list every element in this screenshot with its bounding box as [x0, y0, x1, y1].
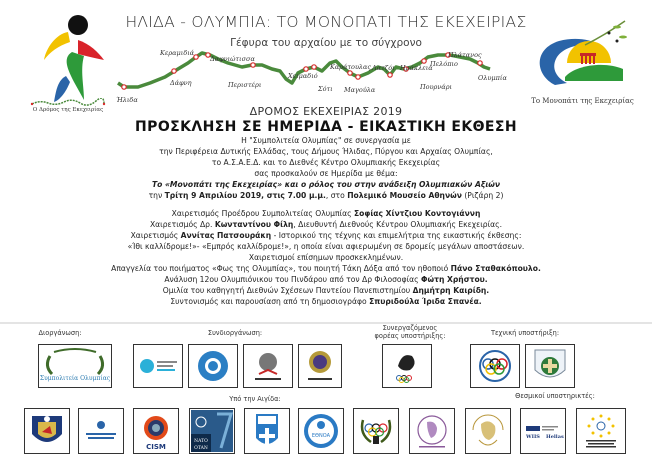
technical-label: Τεχνική υποστήριξη: — [490, 329, 560, 337]
program-line — [0, 264, 652, 275]
program-line — [0, 231, 652, 242]
auspices-logo — [244, 408, 290, 454]
route-stop-label: Κεραμιδιά — [160, 49, 195, 57]
program-text: Χαιρετισμός Δρ. — [149, 220, 215, 229]
program-text: Απαγγελία του ποιήματος «Φως της Ολυμπίας», του ποιητή Τάκη Δόξα από τον ηθοποιό — [111, 264, 451, 273]
olympic-wreath-icon — [355, 410, 397, 452]
hellenic-olympic-icon — [246, 410, 288, 452]
co-organizer-logo — [243, 344, 293, 388]
institutional-label: Θεσμικοί υποστηρικτές: — [515, 392, 595, 400]
program-text: Χαιρετισμός Προέδρου Συμπολιτείας Ολυμπίας — [171, 209, 354, 218]
intro-line: την Περιφέρεια Δυτικής Ελλάδας, τους Δήμους Ήλιδας, Πύργου και Αρχαίας Ολυμπίας, — [159, 147, 493, 156]
program-line — [0, 209, 652, 220]
program-text: , Διευθυντή Διεθνούς Κέντρου Ολυμπιακής Εκεχειρίας. — [293, 220, 503, 229]
partner-label-line: φορέας υποστήριξης: — [374, 331, 446, 340]
atlantic-european-icon — [578, 410, 624, 452]
technical-logo — [470, 344, 520, 388]
program-name: Κωνταντίνου Φίλη — [214, 220, 294, 229]
event-date: Τρίτη 9 Απριλίου 2019, στις 7.00 μ.μ. — [164, 191, 326, 200]
co-organizer-logo — [133, 344, 183, 388]
program-text: Χαιρετισμοί επίσημων προσκεκλημένων. — [248, 253, 404, 262]
temple-landscape-icon — [525, 15, 640, 95]
ministry-tourism-icon — [80, 410, 122, 452]
truce-centre-icon — [384, 346, 430, 386]
auspices-logo — [24, 408, 70, 454]
auspices-logo — [353, 408, 399, 454]
section-divider — [0, 322, 652, 324]
event-theme: Το «Μονοπάτι της Εκεχειρίας» και ο ρόλος του στην ανάδειξη Ολυμπιακών Αξιών — [151, 180, 501, 189]
coin-seal-icon — [245, 346, 291, 386]
route-stop-label: Δάφνη — [170, 79, 192, 87]
auspices-logo — [189, 408, 235, 454]
program-line — [0, 275, 652, 286]
program-name: Αννίτας Πατσουράκη — [180, 231, 272, 240]
route-stop-label: Πελόπιο — [430, 60, 458, 68]
co-organizers-label: Συνδιοργάνωση: — [207, 329, 263, 337]
event-place: Πολεμικό Μουσείο Αθηνών — [347, 191, 462, 200]
route-stop-label: Περιστέρι — [228, 81, 262, 89]
program-line — [0, 242, 652, 253]
route-stop-label: Μαγούλα — [344, 86, 376, 94]
program-name: Δημήτρη Καιρίδη. — [412, 286, 490, 295]
partner-logo — [382, 344, 432, 388]
page-title: ΗΛΙΔΑ - ΟΛΥΜΠΙΑ: ΤΟ ΜΟΝΟΠΑΤΙ ΤΗΣ ΕΚΕΧΕΙΡΙΑΣ — [125, 13, 527, 31]
technical-logo — [525, 344, 575, 388]
institutional-logo — [576, 408, 626, 454]
ancient-coin-icon — [300, 346, 340, 386]
program-line — [0, 253, 652, 264]
program-text: Ανάλυση 12ου Ολυμπιόνικου του Πινδάρου από τον Δρ Φιλοσοφίας — [164, 275, 422, 284]
svg-text:OTAN: OTAN — [194, 446, 208, 451]
when-mid: , στο — [325, 191, 348, 200]
wiis-hellas-icon — [522, 410, 564, 452]
program-text: Ομιλία του καθηγητή Διεθνών Σχέσεων Παντείου Πανεπιστημίου — [162, 286, 413, 295]
program-name: Πάνο Σταθακόπουλο. — [450, 264, 541, 273]
auspices-label: Υπό την Αιγίδα: — [229, 395, 281, 403]
partner-label-line: Συνεργαζόμενος — [382, 324, 438, 332]
university-head-icon — [411, 410, 453, 452]
military-sports-icon — [472, 346, 518, 386]
auspices-logo — [133, 408, 179, 454]
route-stop-label: Πλάτανος — [448, 51, 482, 59]
svg-text:Hellas: Hellas — [546, 434, 564, 440]
program-name: Σοφίας Χίντζιου Κοντογιάννη — [353, 209, 481, 218]
organizer-logo — [38, 344, 112, 388]
when-suffix: (Ριζάρη 2) — [461, 191, 504, 200]
event-title: ΠΡΟΣΚΛΗΣΗ ΣΕ ΗΜΕΡΙΔΑ - ΕΙΚΑΣΤΙΚΗ ΕΚΘΕΣΗ — [135, 119, 517, 135]
olive-wreath-icon — [40, 346, 110, 386]
auspices-logo — [78, 408, 124, 454]
route-stop-label: Καράτουλας — [330, 63, 372, 71]
trail-of-truce-logo — [525, 15, 640, 110]
program-name: Φώτη Χρήστου. — [421, 275, 488, 284]
route-stop-label: Πουρνάρι — [420, 83, 453, 91]
ethnoa-icon — [300, 410, 342, 452]
military-shield-icon — [26, 410, 68, 452]
nato-icon — [191, 410, 233, 452]
right-logo-caption: Το Μονοπάτι της Εκεχειρίας — [531, 97, 634, 105]
co-organizer-logo — [298, 344, 342, 388]
region-logo-icon — [135, 346, 181, 386]
svg-text:NATO: NATO — [194, 439, 208, 444]
svg-text:ΕΘΝΟΑ: ΕΘΝΟΑ — [311, 433, 331, 439]
page-subtitle: Γέφυρα του αρχαίου με το σύγχρονο — [230, 37, 422, 49]
sparta-icon — [467, 410, 509, 452]
shield-cross-icon — [527, 346, 573, 386]
organizer-label: Διοργάνωση: — [38, 329, 82, 337]
co-organizer-logo — [188, 344, 238, 388]
intro-line: το Α.Σ.Α.Ε.Δ. και το Διεθνές Κέντρο Ολυμπιακής Εκεχειρίας — [211, 158, 441, 167]
program-text: «Ίθι καλλίδρομε!»- «Εμπρός καλλίδρομε!», η οποία είναι αφιερωμένη σε δρομείς μεγάλων αποστάσεων. — [127, 242, 525, 251]
program-text: Συντονισμός και παρουσίαση από τη δημοσιογράφο — [170, 297, 370, 306]
program-line — [0, 286, 652, 297]
left-logo-caption: Ο Δρόμος της Εκεχειρίας — [32, 107, 104, 113]
route-stop-label: Δαφνιώτισσα — [210, 55, 255, 63]
auspices-logo — [298, 408, 344, 454]
route-stop-label: Ολυμπία — [478, 74, 507, 82]
when-prefix: την — [148, 191, 165, 200]
program-name: Σπυριδούλα Ίριδα Σπανέα. — [369, 297, 482, 306]
program-line — [0, 297, 652, 308]
svg-text:CISM: CISM — [146, 443, 166, 451]
program-text: Χαιρετισμός — [130, 231, 181, 240]
institutional-logo — [409, 408, 455, 454]
route-stop-label: Λατζόι — [372, 64, 395, 72]
route-stop-label: Ηράκλεια — [400, 64, 433, 72]
route-stop-label: Ήλιδα — [116, 96, 138, 104]
event-when — [0, 191, 652, 202]
intro-line: Η "Συμπολιτεία Ολυμπίας" σε συνεργασία με — [241, 136, 411, 145]
intro-line: σας προσκαλούν σε Ημερίδα με θέμα: — [254, 169, 398, 178]
partner-label — [370, 325, 450, 340]
cism-icon — [135, 410, 177, 452]
institutional-logo — [520, 408, 566, 454]
event-series: ΔΡΟΜΟΣ ΕΚΕΧΕΙΡΙΑΣ 2019 — [249, 105, 403, 118]
program-line — [0, 220, 652, 231]
svg-text:WIIS: WIIS — [526, 434, 540, 440]
route-stop-label: Χειμαδιό — [288, 72, 318, 80]
institutional-logo — [465, 408, 511, 454]
route-stop-label: Σότι — [318, 85, 333, 93]
municipality-seal-icon — [190, 346, 236, 386]
svg-text:Συμπολιτεία Ολυμπίας: Συμπολιτεία Ολυμπίας — [40, 375, 110, 382]
program-text: - Ιστορικού της τέχνης και επιμελήτρια της εικαστικής έκθεσης: — [271, 231, 522, 240]
